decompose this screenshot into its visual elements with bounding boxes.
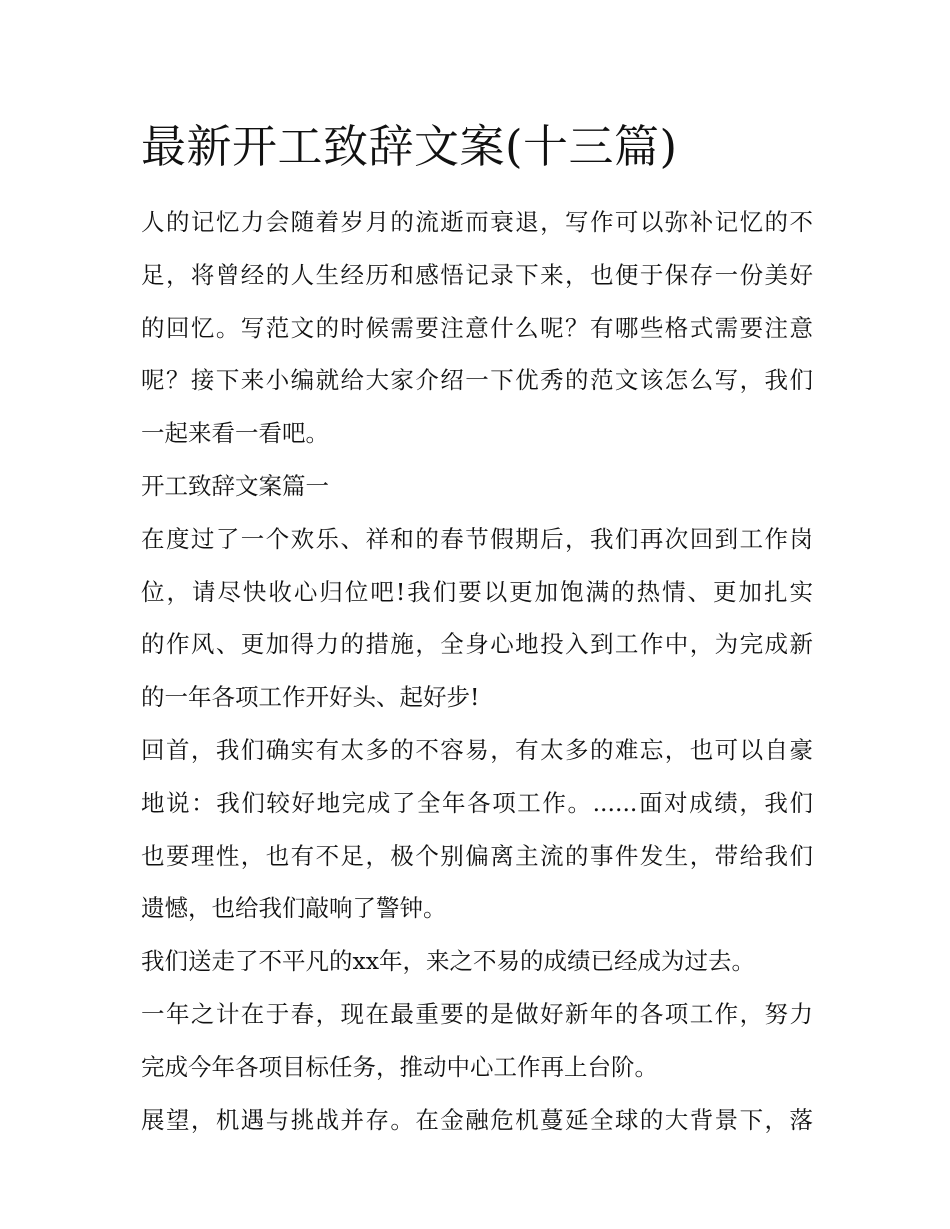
text-line: 地说：我们较好地完成了全年各项工作。......面对成绩，我们 xyxy=(141,788,813,817)
text-line: 我们送走了不平凡的xx年，来之不易的成绩已经成为过去。 xyxy=(141,947,756,976)
text-line: 的作风、更加得力的措施，全身心地投入到工作中，为完成新 xyxy=(141,630,813,659)
text-line: 位，请尽快收心归位吧!我们要以更加饱满的热情、更加扎实 xyxy=(141,577,813,606)
document-title: 最新开工致辞文案(十三篇) xyxy=(141,120,678,173)
section-heading: 开工致辞文案篇一 xyxy=(141,471,329,500)
text-line: 一起来看一看吧。 xyxy=(141,419,329,448)
document-body xyxy=(141,112,813,1146)
text-line: 的回忆。写范文的时候需要注意什么呢？有哪些格式需要注意 xyxy=(141,313,813,342)
text-line: 回首，我们确实有太多的不容易，有太多的难忘，也可以自豪 xyxy=(141,735,813,764)
text-line: 在度过了一个欢乐、祥和的春节假期后，我们再次回到工作岗 xyxy=(141,524,813,553)
text-line: 也要理性，也有不足，极个别偏离主流的事件发生，带给我们 xyxy=(141,841,813,870)
text-line: 呢？接下来小编就给大家介绍一下优秀的范文该怎么写，我们 xyxy=(141,366,813,395)
text-line: 展望，机遇与挑战并存。在金融危机蔓延全球的大背景下，落 xyxy=(141,1105,813,1134)
text-line: 的一年各项工作开好头、起好步! xyxy=(141,683,480,712)
text-line: 足，将曾经的人生经历和感悟记录下来，也便于保存一份美好 xyxy=(141,260,813,289)
text-line: 一年之计在于春，现在最重要的是做好新年的各项工作，努力 xyxy=(141,999,813,1028)
text-line: 完成今年各项目标任务，推动中心工作再上台阶。 xyxy=(141,1052,658,1081)
text-line: 遗憾，也给我们敲响了警钟。 xyxy=(141,894,447,923)
text-line: 人的记忆力会随着岁月的流逝而衰退，写作可以弥补记忆的不 xyxy=(141,208,813,236)
